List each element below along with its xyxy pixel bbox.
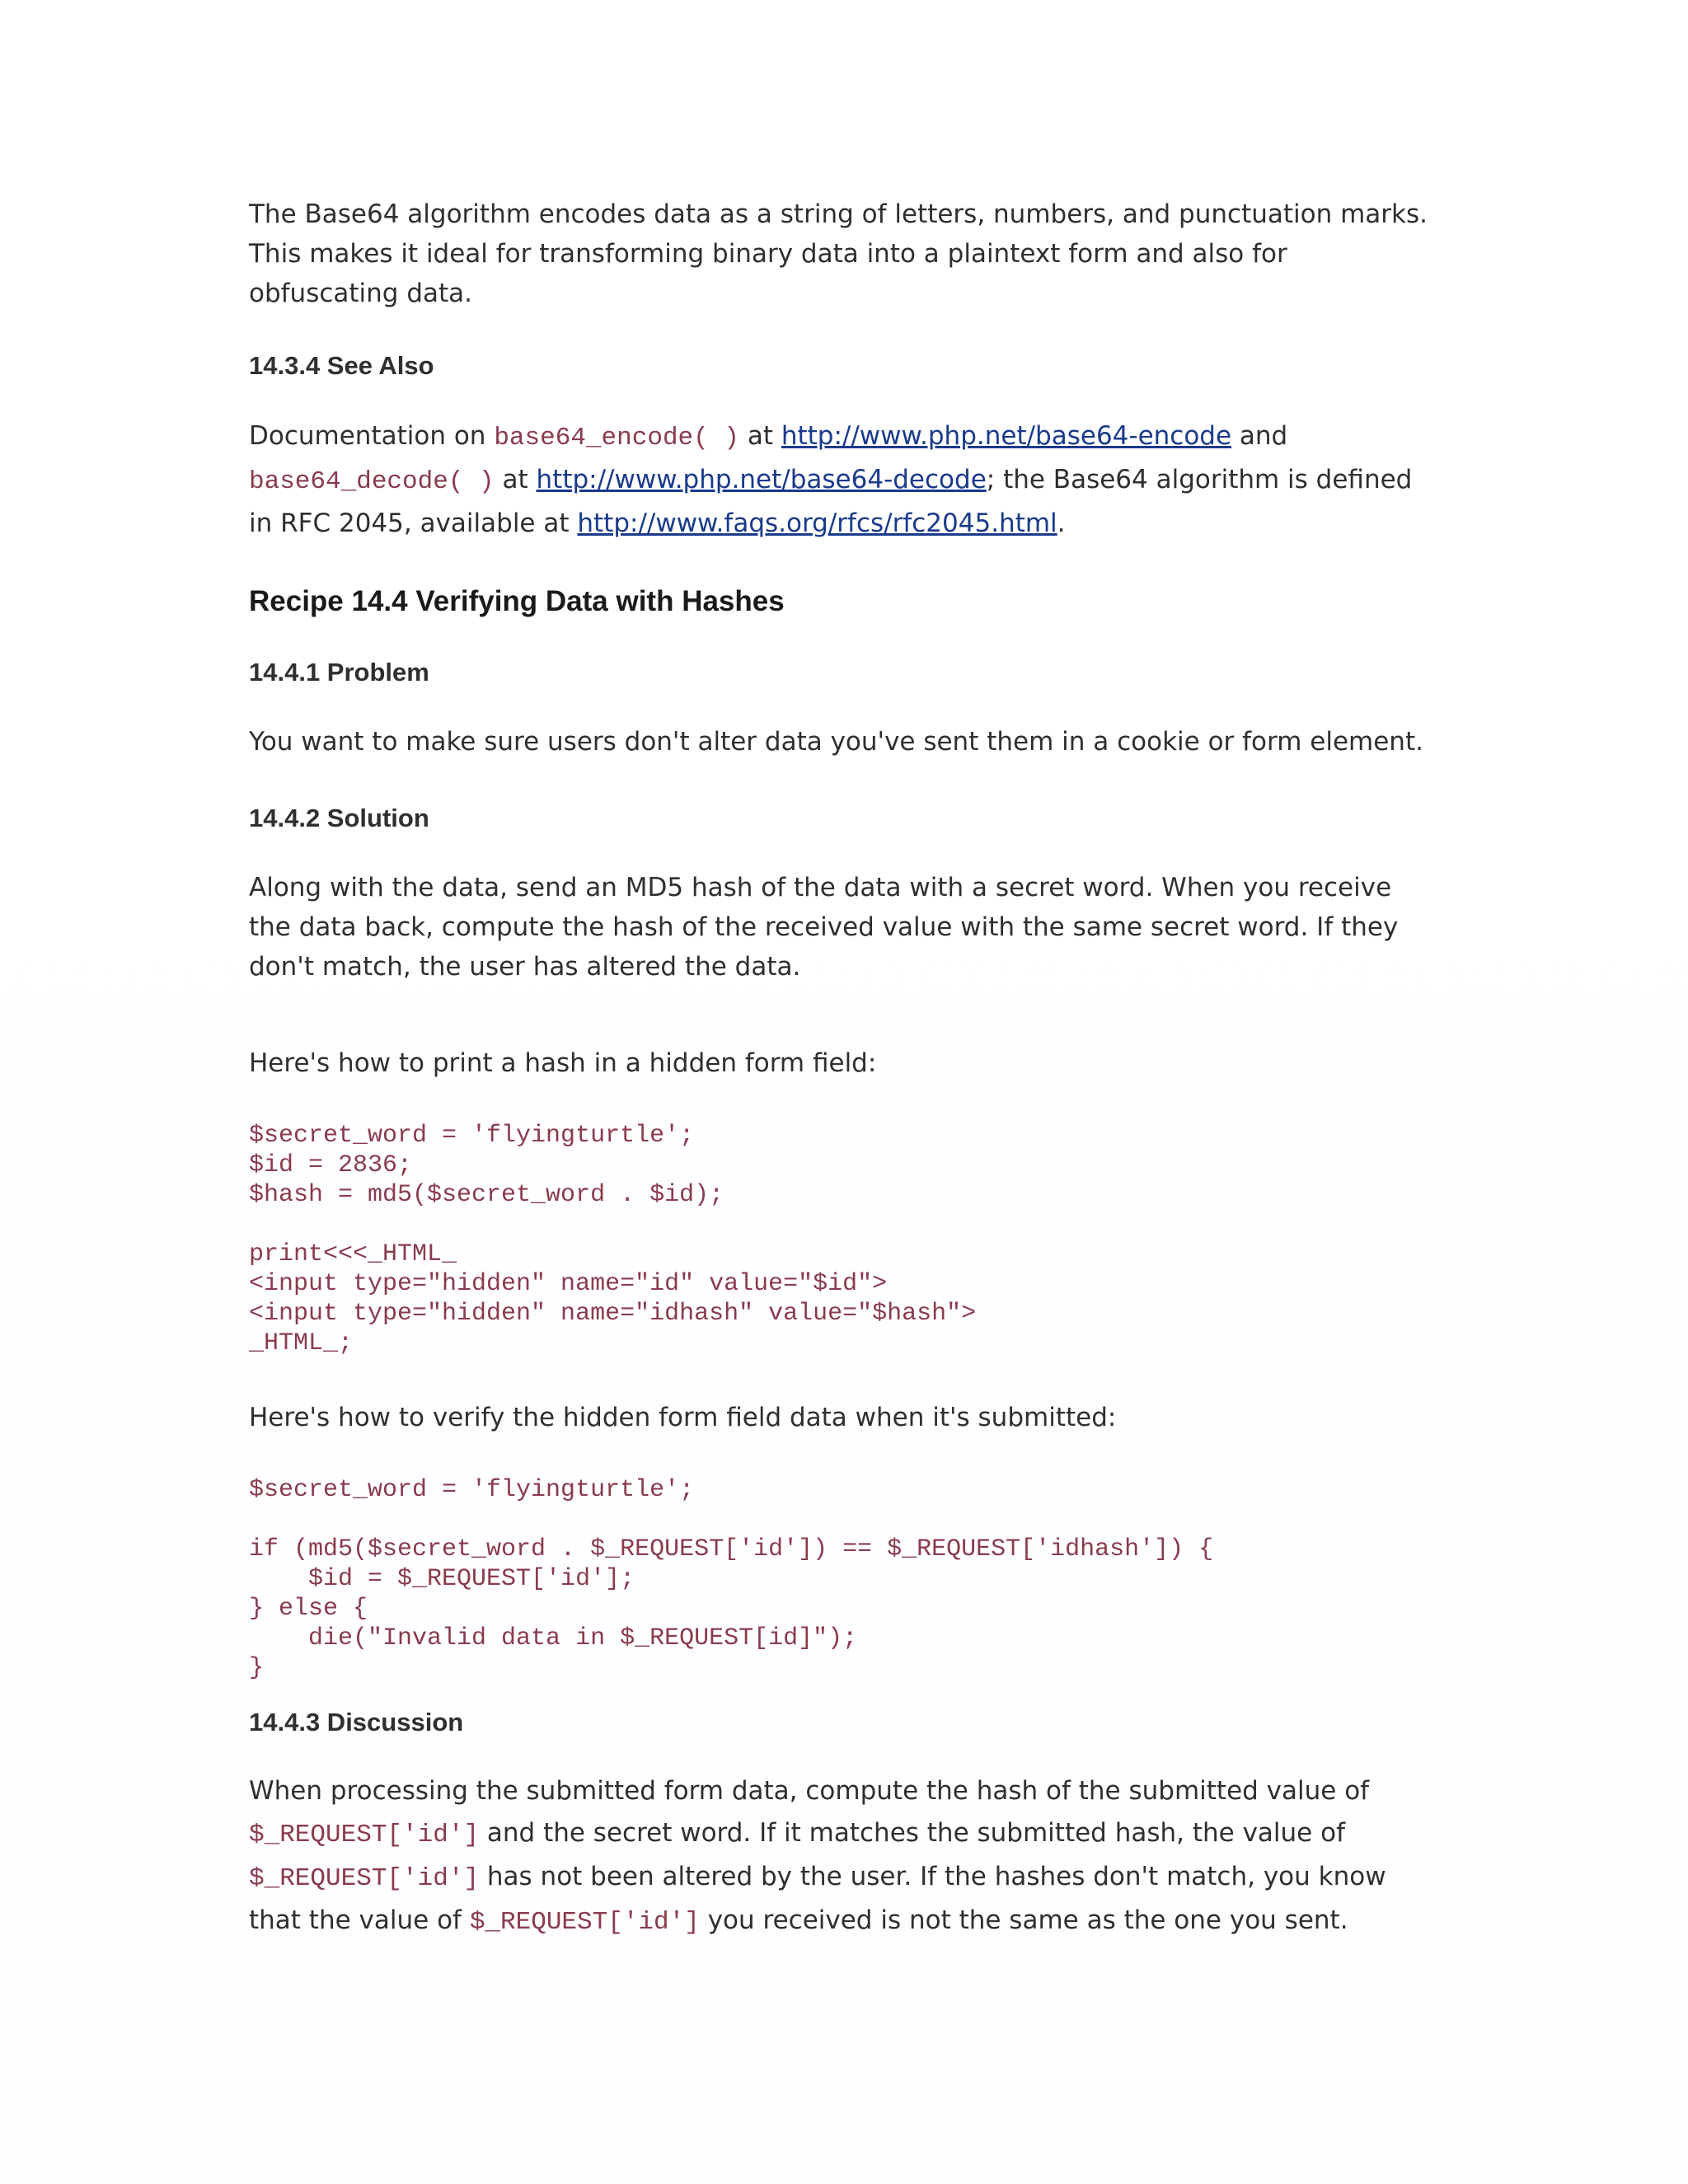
request-id-code-1: $_REQUEST['id'] [249,1821,480,1849]
intro-paragraph: The Base64 algorithm encodes data as a string of letters, numbers, and punctuation marks. This makes it ideal for transforming binary data into a plaintext form and also for obfuscating data. [249,199,1428,308]
recipe-section [249,583,1436,620]
solution-section [249,802,1436,835]
request-id-code-2: $_REQUEST['id'] [249,1864,480,1893]
base64-decode-link[interactable]: http://www.php.net/base64-decode [536,465,987,494]
discussion-body [249,1770,1436,1943]
see-also-heading: 14.3.4 See Also [249,351,434,380]
see-also-text-4: at [494,465,537,494]
problem-paragraph: You want to make sure users don't alter data you've sent them in a cookie or form element. [249,727,1423,757]
base64-encode-code: base64_encode( ) [494,424,739,452]
discussion-text-2: and the secret word. If it matches the submitted hash, the value of [479,1818,1345,1848]
verify-intro-section [249,1398,1436,1437]
see-also-text-2: at [738,421,781,451]
recipe-title: Recipe 14.4 Verifying Data with Hashes [249,585,785,617]
base64-encode-link[interactable]: http://www.php.net/base64-encode [781,421,1232,451]
intro-section [249,194,1436,313]
discussion-text-1: When processing the submitted form data, compute the hash of the submitted value of [249,1776,1370,1806]
solution-heading: 14.4.2 Solution [249,804,429,832]
see-also-text-5: ; the Base64 algorithm is defined in RFC 2045, available at [249,465,1413,538]
code-block-verify [249,1475,1436,1683]
discussion-section [249,1706,1436,1739]
see-also-body [249,415,1436,545]
see-also-text-3: and [1231,421,1288,451]
print-intro-section [249,1043,1436,1083]
see-also-text-6: . [1057,509,1066,538]
discussion-heading: 14.4.3 Discussion [249,1708,464,1736]
problem-section [249,656,1436,689]
base64-decode-code: base64_decode( ) [249,467,495,496]
solution-paragraph: Along with the data, send an MD5 hash of the data with a secret word. When you receive the data back, compute the hash of the received value with the same secret word. If they don't match, the user has altered the data. [249,873,1399,982]
request-id-code-3: $_REQUEST['id'] [469,1908,700,1937]
discussion-paragraph [249,1770,1436,1943]
problem-heading: 14.4.1 Problem [249,658,429,687]
discussion-text-4: you received is not the same as the one you sent. [699,1905,1348,1935]
discussion-text-3: has not been altered by the user. If the hashes don't match, you know that the value of [249,1862,1386,1935]
verify-hash-code: $secret_word = 'flyingturtle'; if (md5($secret_word . $_REQUEST['id']) == $_REQUEST['idhash']) { $id = $_REQUEST['id']; } else { die("Invalid data in $_REQUEST[id]"); } [249,1476,1214,1682]
see-also-text-1: Documentation on [249,421,495,451]
see-also-section [249,349,1436,382]
print-hash-code: $secret_word = 'flyingturtle'; $id = 2836; $hash = md5($secret_word . $id); print<<<_HTML_ <input type="hidden" name="id" value="$id"> <input type="hidden" name="idhash" value="$hash"> _HTML_; [249,1122,977,1357]
print-intro-paragraph: Here's how to print a hash in a hidden form field: [249,1048,877,1078]
see-also-paragraph [249,415,1436,545]
solution-body [249,868,1436,987]
problem-body [249,722,1436,762]
rfc2045-link[interactable]: http://www.faqs.org/rfcs/rfc2045.html [577,509,1057,538]
verify-intro-paragraph: Here's how to verify the hidden form field data when it's submitted: [249,1403,1117,1432]
code-block-print [249,1121,1436,1358]
